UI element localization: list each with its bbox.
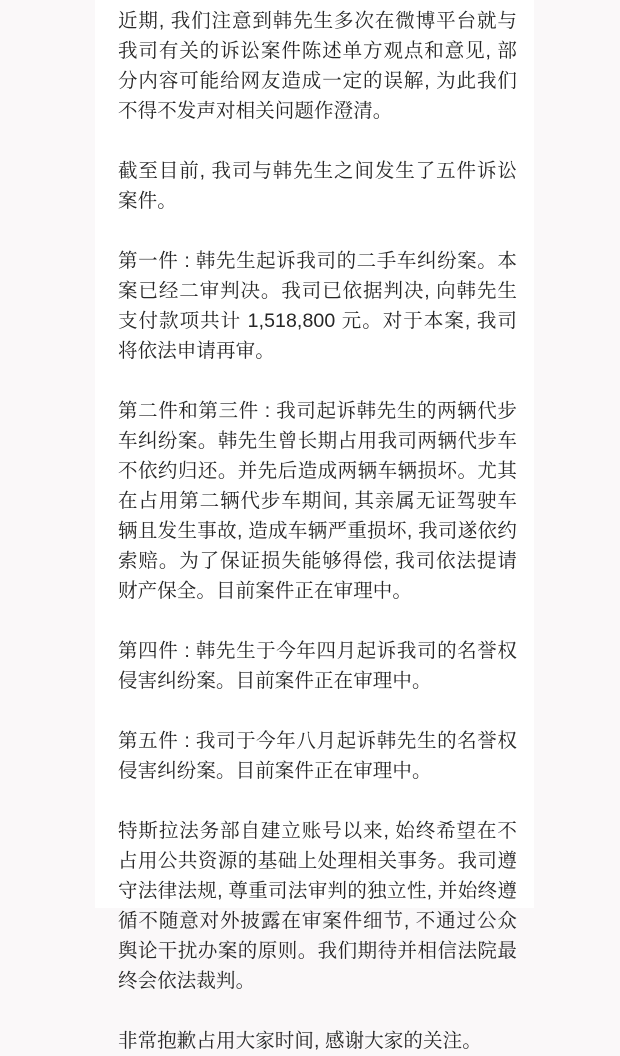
paragraph-principles: 特斯拉法务部自建立账号以来, 始终希望在不占用公共资源的基础上处理相关事务。我司遵守法律法规, 尊重司法审判的独立性, 并始终遵循不随意对外披露在审案件细节, 不通过公众舆论干扰办案的原则。我们期待并相信法院最终会依法裁判。 bbox=[118, 820, 517, 992]
paragraph-case-4: 第四件 : 韩先生于今年四月起诉我司的名誉权侵害纠纷案。目前案件正在审理中。 bbox=[118, 640, 517, 692]
paragraph-case-1: 第一件 : 韩先生起诉我司的二手车纠纷案。本案已经二审判决。我司已依据判决, 向韩先生支付款项共计 1,518,800 元。对于本案, 我司将依法申请再审。 bbox=[118, 250, 517, 362]
statement-content-card bbox=[95, 0, 534, 1052]
paragraph-case-2-and-3: 第二件和第三件 : 我司起诉韩先生的两辆代步车纠纷案。韩先生曾长期占用我司两辆代步车不依约归还。并先后造成两辆车辆损坏。尤其在占用第二辆代步车期间, 其亲属无证驾驶车辆且发生事故, 造成车辆严重损坏, 我司遂依约索赔。为了保证损失能够得偿, 我司依法提请财产保全。目前案件正在审理中。 bbox=[118, 400, 517, 602]
statement-body bbox=[118, 6, 517, 1056]
paragraph-closing: 非常抱歉占用大家时间, 感谢大家的关注。 bbox=[118, 1030, 482, 1052]
paragraph-case-5: 第五件 : 我司于今年八月起诉韩先生的名誉权侵害纠纷案。目前案件正在审理中。 bbox=[118, 730, 517, 782]
paragraph-intro: 近期, 我们注意到韩先生多次在微博平台就与我司有关的诉讼案件陈述单方观点和意见, 部分内容可能给网友造成一定的误解, 为此我们不得不发声对相关问题作澄清。 bbox=[118, 10, 517, 122]
paragraph-case-summary: 截至目前, 我司与韩先生之间发生了五件诉讼案件。 bbox=[118, 160, 517, 212]
